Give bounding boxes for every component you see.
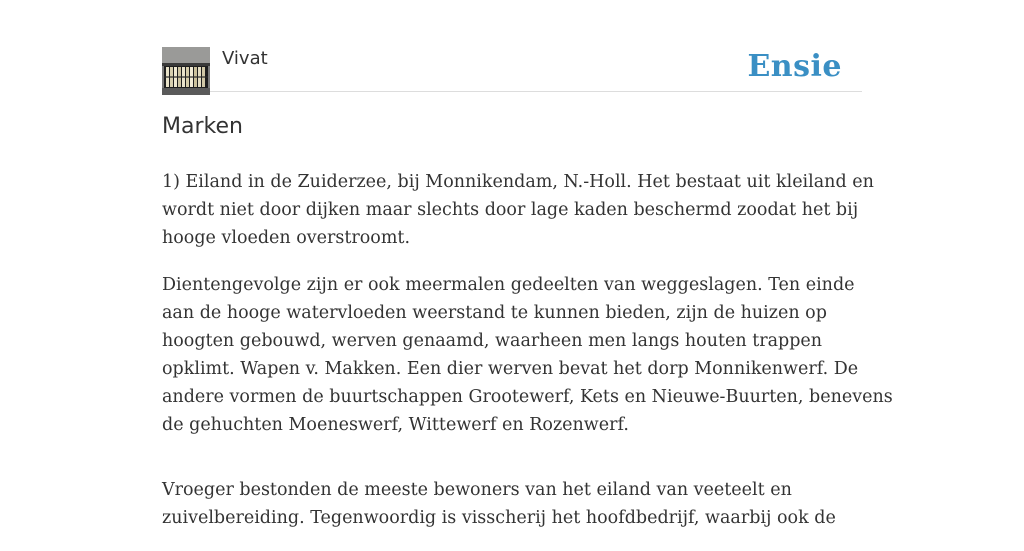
- text-line: hoogten gebouwd, werven genaamd, waarheen men langs houten trappen: [162, 331, 823, 351]
- header: [162, 46, 862, 92]
- text-line: wordt niet door dijken maar slechts door lage kaden beschermd zoodat het bij: [162, 200, 859, 220]
- text-line: zuivelbereiding. Tegenwoordig is visscherij het hoofdbedrijf, waarbij ook de: [162, 508, 836, 528]
- ensie-logo[interactable]: Ensie: [747, 49, 842, 84]
- paragraph-1: [162, 168, 874, 252]
- paragraph-2: [162, 271, 893, 439]
- entry-content: [162, 168, 893, 551]
- books-avatar-icon: [162, 47, 210, 95]
- text-line: hooge vloeden overstroomt.: [162, 228, 411, 248]
- paragraph-3: [162, 476, 862, 532]
- text-line: andere vormen de buurtschappen Grootewerf, Kets en Nieuwe-Buurten, benevens: [162, 387, 893, 407]
- text-line: 1) Eiland in de Zuiderzee, bij Monnikendam, N.-Holl. Het bestaat uit kleiland en: [162, 172, 874, 192]
- text-line: aan de hooge watervloeden weerstand te kunnen bieden, zijn de huizen op: [162, 303, 827, 323]
- text-line: de gehuchten Moeneswerf, Wittewerf en Rozenwerf.: [162, 415, 629, 435]
- author-link[interactable]: Vivat: [222, 48, 268, 69]
- author-avatar[interactable]: [162, 47, 210, 95]
- paragraph-gap: [162, 458, 862, 476]
- text-line: Dientengevolge zijn er ook meermalen gedeelten van weggeslagen. Ten einde: [162, 275, 855, 295]
- entry-title: Marken: [162, 114, 243, 139]
- text-line: Vroeger bestonden de meeste bewoners van het eiland van veeteelt en: [162, 480, 792, 500]
- text-line: opklimt. Wapen v. Makken. Een dier werven bevat het dorp Monnikenwerf. De: [162, 359, 859, 379]
